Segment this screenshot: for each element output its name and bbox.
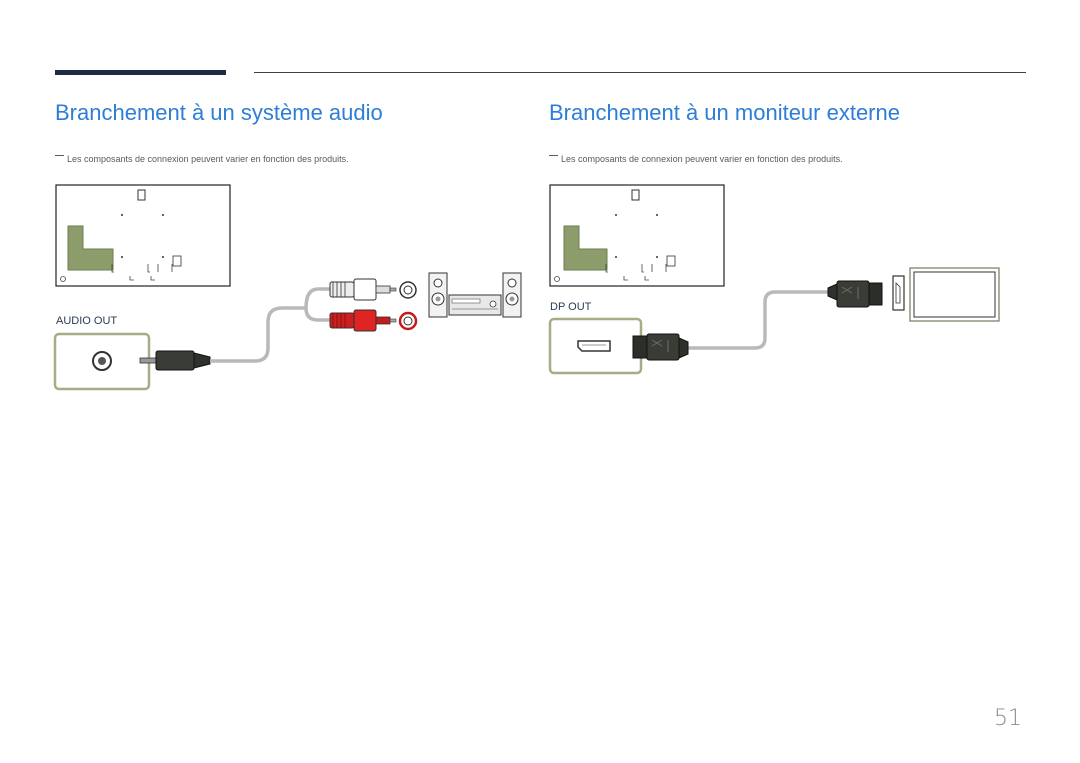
rca-plug-white [330,279,396,300]
product-back-panel-audio [56,185,230,286]
audio-out-port-closeup [55,334,149,389]
rca-jack-icons [400,282,416,329]
product-back-panel-dp [550,185,724,286]
section-title-monitor: Branchement à un moniteur externe [549,100,900,125]
note-text-audio: Les composants de connexion peuvent varier en fonction des produits. [67,154,349,164]
stereo-system-icon [429,273,521,317]
note-text-monitor: Les composants de connexion peuvent varier en fonction des produits. [561,154,843,164]
displayport-cable [633,281,882,360]
section-title-audio: Branchement à un système audio [55,100,383,125]
page-number: 51 [994,706,1022,731]
port-label-audio-out: AUDIO OUT [56,315,118,327]
port-label-dp-out: DP OUT [550,301,592,313]
dp-in-port-icon [893,276,904,310]
dp-out-port-closeup [550,319,641,373]
external-monitor-icon [910,268,999,321]
rca-plug-red [330,310,396,331]
stereo-mini-jack-cable [140,289,330,370]
